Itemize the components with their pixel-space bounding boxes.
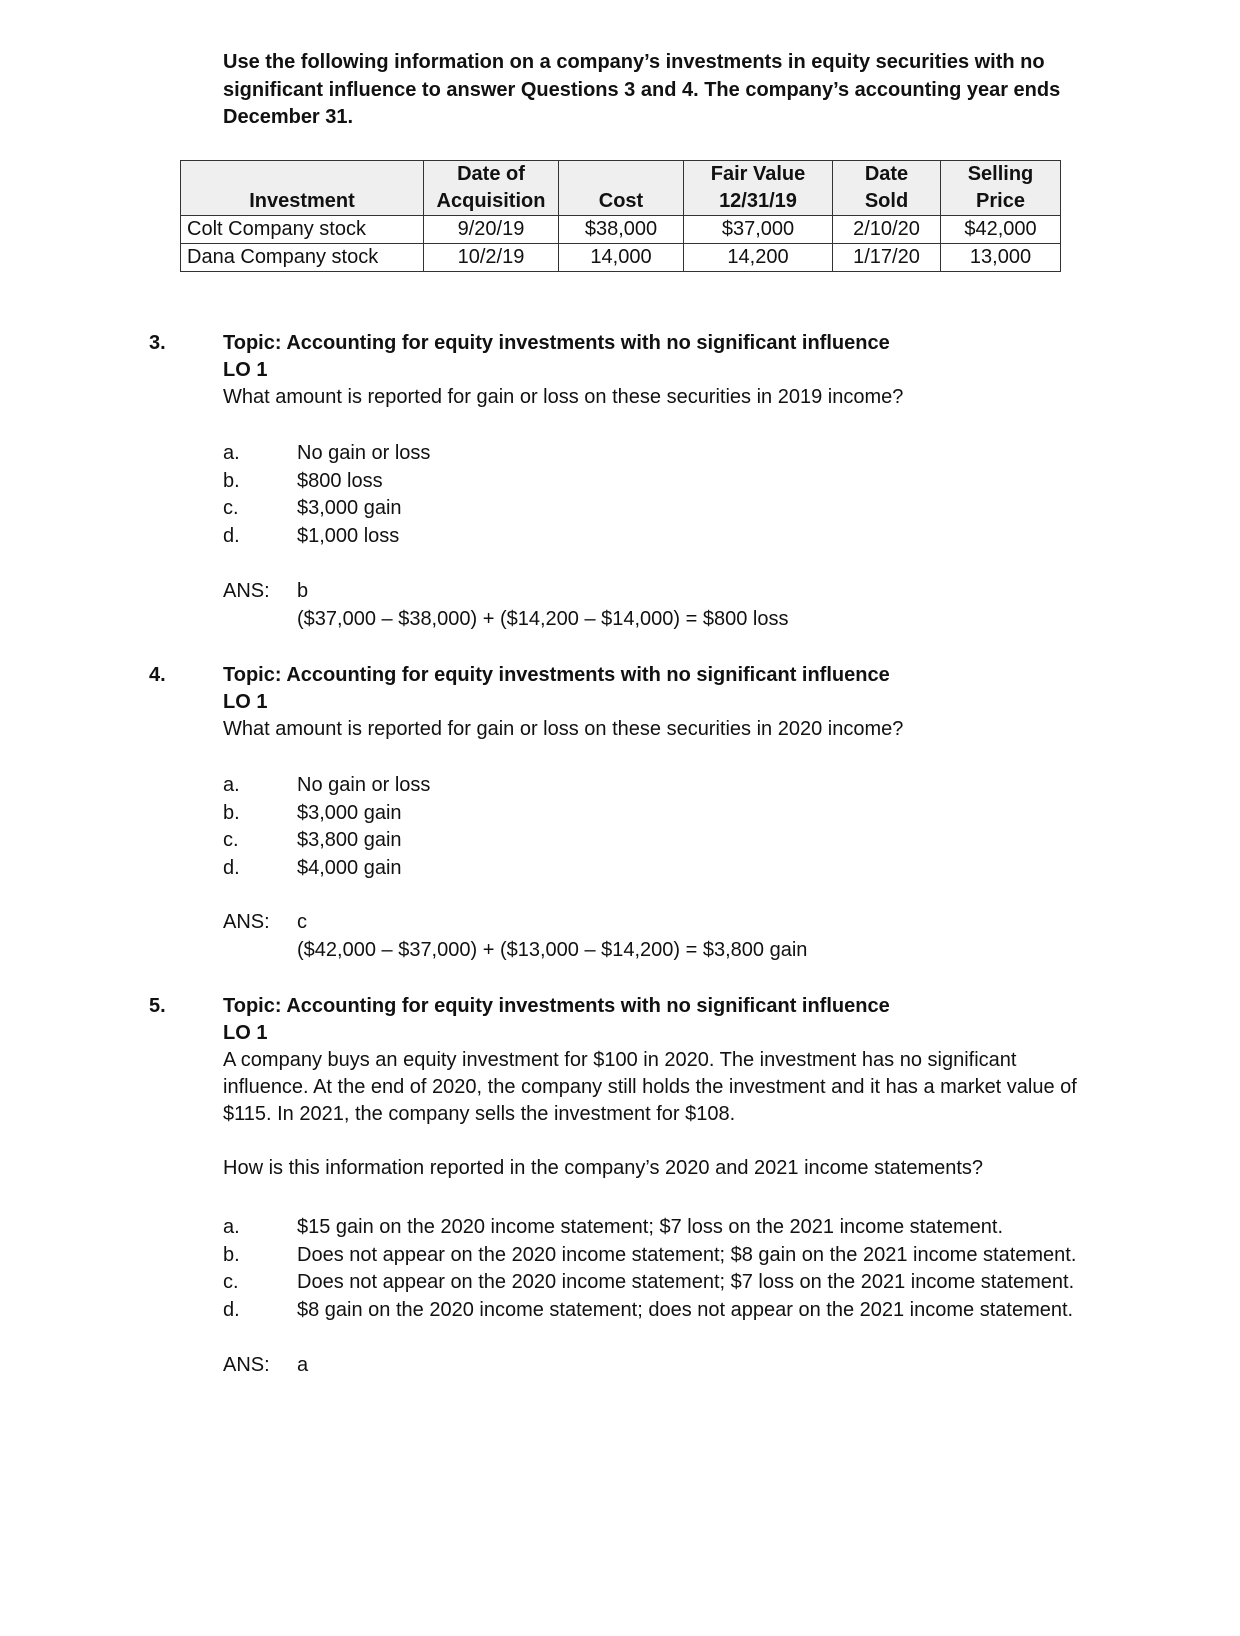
answer-explanation: ($42,000 – $37,000) + ($13,000 – $14,200) = $3,800 gain [297, 938, 808, 961]
answer-letter: a [297, 1354, 309, 1376]
question-block [223, 330, 1123, 411]
table-cell: $37,000 [684, 216, 833, 244]
header-cell: Investment [181, 188, 424, 216]
answer-section [223, 578, 1123, 633]
option-item [223, 1269, 1143, 1297]
option-item [223, 495, 1123, 523]
option-item [223, 772, 1123, 800]
table-cell: 2/10/20 [833, 216, 941, 244]
option-letter: b. [223, 469, 240, 492]
header-cell: Selling [941, 161, 1061, 189]
intro-paragraph: Use the following information on a company’s investments in equity securities with no significant influence to answer Questions 3 and 4. The company’s accounting year ends December 31. [223, 51, 1061, 128]
option-text: $3,800 gain [297, 829, 402, 851]
table-header-row [181, 188, 1061, 216]
table-row [181, 244, 1061, 272]
learning-objective: LO 1 [223, 691, 268, 713]
table-cell: $38,000 [559, 216, 684, 244]
learning-objective: LO 1 [223, 359, 268, 381]
question-prompt: How is this information reported in the company’s 2020 and 2021 income statements? [223, 1157, 984, 1179]
table-cell: Dana Company stock [181, 244, 424, 272]
table-header-row [181, 161, 1061, 189]
option-item [223, 1242, 1143, 1270]
option-letter: a. [223, 442, 240, 464]
option-text: No gain or loss [297, 774, 431, 796]
option-item [223, 468, 1123, 496]
question-number: 3. [149, 332, 166, 354]
header-cell: Price [941, 188, 1061, 216]
option-letter: d. [223, 524, 240, 547]
table-cell: 9/20/19 [424, 216, 559, 244]
header-cell [559, 161, 684, 189]
option-text: $8 gain on the 2020 income statement; does not appear on the 2021 income statement. [297, 1298, 1074, 1321]
option-text: Does not appear on the 2020 income statement; $7 loss on the 2021 income statement. [297, 1271, 1075, 1293]
question-topic: Topic: Accounting for equity investments with no significant influence [223, 995, 890, 1017]
question-block [223, 662, 1123, 743]
option-text: $3,000 gain [297, 497, 402, 519]
table-cell: 14,000 [559, 244, 684, 272]
question-number: 4. [149, 664, 166, 686]
header-cell: 12/31/19 [684, 188, 833, 216]
table-cell: 14,200 [684, 244, 833, 272]
question-text: A company buys an equity investment for $100 in 2020. The investment has no significant influence. At the end of 2020, the company still holds the investment and it has a market value of $115. In 2021, the company sells the investment for $108. [223, 1049, 1077, 1125]
ans-label: ANS: [223, 911, 270, 933]
table-cell: 1/17/20 [833, 244, 941, 272]
answer-section [223, 1352, 1123, 1380]
header-cell: Cost [559, 188, 684, 216]
header-cell: Fair Value [684, 161, 833, 189]
table-cell: $42,000 [941, 216, 1061, 244]
option-text: $4,000 gain [297, 856, 402, 879]
option-letter: c. [223, 1271, 239, 1293]
option-text: $1,000 loss [297, 524, 400, 547]
question-topic: Topic: Accounting for equity investments with no significant influence [223, 664, 890, 686]
option-item [223, 440, 1123, 468]
ans-label: ANS: [223, 580, 270, 602]
header-cell: Date [833, 161, 941, 189]
answer-options [223, 440, 1123, 550]
answer-letter: c [297, 911, 307, 933]
option-text: $3,000 gain [297, 801, 402, 824]
option-letter: c. [223, 497, 239, 519]
answer-letter: b [297, 580, 309, 602]
header-cell: Date of [424, 161, 559, 189]
question-block [223, 993, 1123, 1182]
option-text: $15 gain on the 2020 income statement; $7 loss on the 2021 income statement. [297, 1216, 1004, 1238]
learning-objective: LO 1 [223, 1022, 268, 1044]
option-text: $800 loss [297, 469, 383, 492]
table-cell: 13,000 [941, 244, 1061, 272]
option-item [223, 855, 1123, 883]
table-cell: 10/2/19 [424, 244, 559, 272]
answer-options [223, 1214, 1143, 1324]
option-item [223, 523, 1123, 551]
option-letter: d. [223, 856, 240, 879]
option-letter: c. [223, 829, 239, 851]
option-text: No gain or loss [297, 442, 431, 464]
header-cell: Sold [833, 188, 941, 216]
option-letter: a. [223, 774, 240, 796]
answer-options [223, 772, 1123, 882]
question-text: What amount is reported for gain or loss on these securities in 2020 income? [223, 718, 904, 740]
option-letter: d. [223, 1298, 240, 1321]
option-letter: a. [223, 1216, 240, 1238]
option-text: Does not appear on the 2020 income statement; $8 gain on the 2021 income statement. [297, 1243, 1077, 1266]
answer-section [223, 909, 1123, 964]
question-text: What amount is reported for gain or loss on these securities in 2019 income? [223, 386, 904, 408]
option-item [223, 1297, 1143, 1325]
table-row [181, 216, 1061, 244]
header-cell [181, 161, 424, 189]
option-item [223, 1214, 1143, 1242]
table-cell: Colt Company stock [181, 216, 424, 244]
ans-label: ANS: [223, 1354, 270, 1376]
option-item [223, 800, 1123, 828]
question-number: 5. [149, 995, 166, 1017]
investments-table [180, 160, 1061, 272]
question-topic: Topic: Accounting for equity investments with no significant influence [223, 332, 890, 354]
answer-explanation: ($37,000 – $38,000) + ($14,200 – $14,000) = $800 loss [297, 607, 789, 630]
option-letter: b. [223, 1243, 240, 1266]
option-item [223, 827, 1123, 855]
option-letter: b. [223, 801, 240, 824]
header-cell: Acquisition [424, 188, 559, 216]
